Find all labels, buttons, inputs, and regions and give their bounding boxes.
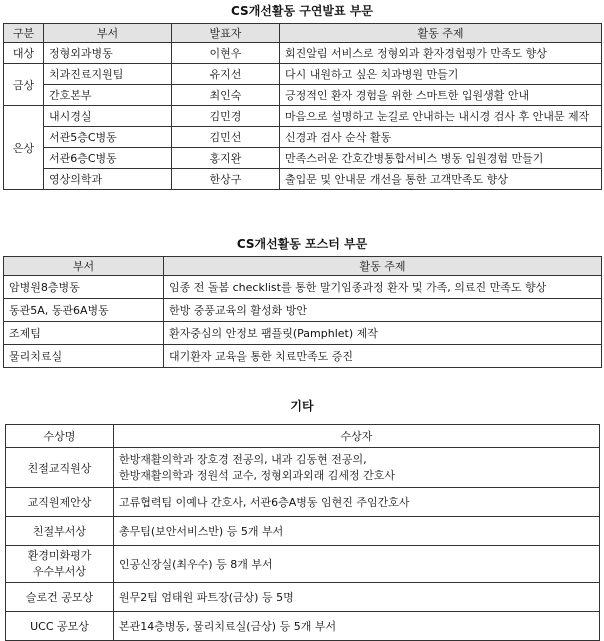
award-cell: 은상 [4, 106, 44, 190]
header-row [4, 257, 602, 276]
topic-cell: 환자중심의 안정보 팸플릿(Pamphlet) 제작 [164, 322, 602, 345]
header-presenter: 발표자 [172, 24, 280, 43]
presenter-cell: 이현우 [172, 43, 280, 64]
award-cell: UCC 공모상 [6, 612, 114, 641]
topic-cell: 회진알림 서비스로 정형외과 환자경험평가 만족도 향상 [280, 43, 602, 64]
topic-cell: 대기환자 교육을 통한 치료만족도 증진 [164, 345, 602, 368]
table-row [6, 546, 600, 583]
dept-cell: 내시경실 [44, 106, 172, 127]
topic-cell: 임종 전 돌봄 checklist를 통한 말기임종과정 환자 및 가족, 의료진 만족도 향상 [164, 276, 602, 299]
presenter-cell: 김민선 [172, 127, 280, 148]
presenter-cell: 한상구 [172, 169, 280, 190]
presenter-cell: 유지선 [172, 64, 280, 85]
table-row [4, 276, 602, 299]
dept-cell: 동관5A, 동관6A병동 [4, 299, 164, 322]
table-row [6, 583, 600, 612]
award-cell: 교직원제안상 [6, 488, 114, 517]
award-cell: 친절교직원상 [6, 448, 114, 488]
table-row [6, 448, 600, 488]
topic-cell: 다시 내원하고 싶은 치과병원 만들기 [280, 64, 602, 85]
table-row [4, 322, 602, 345]
winner-cell: 원무2팀 엄태원 파트장(금상) 등 5명 [114, 583, 600, 612]
award-cell: 대상 [4, 43, 44, 64]
other-awards-table [5, 424, 600, 641]
winner-cell: 총무팀(보안서비스반) 등 5개 부서 [114, 517, 600, 546]
winner-cell: 고류협력팀 이예나 간호사, 서관6층A병동 임현진 주임간호사 [114, 488, 600, 517]
table-row [6, 488, 600, 517]
presentation-title: CS개선활동 구연발표 부문 [231, 4, 373, 18]
dept-cell: 치과진료지원팀 [44, 64, 172, 85]
table-row [4, 43, 602, 64]
presentation-table [3, 23, 602, 190]
table-row [6, 517, 600, 546]
dept-cell: 조제팀 [4, 322, 164, 345]
header-topic: 활동 주제 [164, 257, 602, 276]
poster-table [3, 256, 602, 368]
winner-cell: 한방재활의학과 장호경 전공의, 내과 김동현 전공의, 한방재활의학과 정원석 교수, 정형외과외래 김세정 간호사 [114, 448, 600, 488]
presenter-cell: 홍지완 [172, 148, 280, 169]
header-winner: 수상자 [114, 425, 600, 448]
topic-cell: 한방 중풍교육의 활성화 방안 [164, 299, 602, 322]
topic-cell: 긍정적인 환자 경험을 위한 스마트한 입원생활 안내 [280, 85, 602, 106]
award-cell: 금상 [4, 64, 44, 106]
dept-cell: 서관5층C병동 [44, 127, 172, 148]
header-row [6, 425, 600, 448]
award-cell: 친절부서상 [6, 517, 114, 546]
winner-cell: 본관14층병동, 물리치료실(금상) 등 5개 부서 [114, 612, 600, 641]
header-dept: 부서 [44, 24, 172, 43]
winner-cell: 인공신장실(최우수) 등 8개 부서 [114, 546, 600, 583]
table-row [4, 127, 602, 148]
topic-cell: 출입문 및 안내문 개선을 통한 고객만족도 향상 [280, 169, 602, 190]
table-row [4, 345, 602, 368]
header-row [4, 24, 602, 43]
dept-cell: 정형외과병동 [44, 43, 172, 64]
dept-cell: 암병원8층병동 [4, 276, 164, 299]
table-row [6, 612, 600, 641]
table-row [4, 148, 602, 169]
header-topic: 활동 주제 [280, 24, 602, 43]
presenter-cell: 최인숙 [172, 85, 280, 106]
table-row [4, 299, 602, 322]
topic-cell: 신경과 검사 순삭 활동 [280, 127, 602, 148]
award-cell: 슬로건 공모상 [6, 583, 114, 612]
dept-cell: 간호본부 [44, 85, 172, 106]
header-award: 수상명 [6, 425, 114, 448]
award-cell: 환경미화평가 우수부서상 [6, 546, 114, 583]
other-title: 기타 [290, 399, 314, 413]
poster-title: CS개선활동 포스터 부문 [236, 237, 368, 251]
dept-cell: 서관6층C병동 [44, 148, 172, 169]
dept-cell: 영상의학과 [44, 169, 172, 190]
dept-cell: 물리치료실 [4, 345, 164, 368]
table-row [4, 85, 602, 106]
presenter-cell: 김민경 [172, 106, 280, 127]
topic-cell: 만족스러운 간호간병통합서비스 병동 입원경험 만들기 [280, 148, 602, 169]
header-award: 구분 [4, 24, 44, 43]
header-dept: 부서 [4, 257, 164, 276]
table-row [4, 64, 602, 85]
table-row [4, 106, 602, 127]
table-row [4, 169, 602, 190]
topic-cell: 마음으로 설명하고 눈길로 안내하는 내시경 검사 후 안내문 제작 [280, 106, 602, 127]
